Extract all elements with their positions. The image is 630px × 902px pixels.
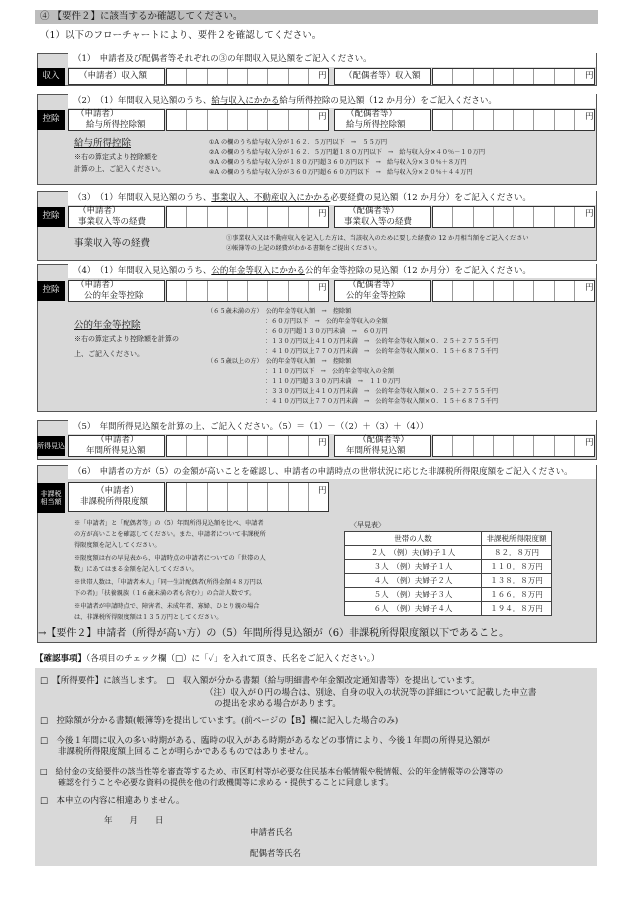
applicant-pension-deduction-field[interactable] <box>166 280 329 302</box>
confirm-item-future-income-2: 非課税所得限度額上回ることが明らかであるものではありません。 <box>58 747 314 757</box>
table-cell: １１０．８万円 <box>482 560 552 574</box>
non-taxable-note: は、非課税所得限度額は１３５万円としてください。 <box>74 614 223 621</box>
yen-label: 円 <box>318 209 327 219</box>
pension-rule: ：６０万円以下 → 公的年金等収入の全額 <box>265 318 388 325</box>
confirm-item-truth[interactable]: □ 本申立の内容に相違ありません。 <box>40 796 185 806</box>
section-4-heading: （4） （1）年間収入見込額のうち、公的年金等収入にかかる公的年金等控除の見込額（12 か月分）をご記入ください。 <box>73 266 531 276</box>
salary-deduction-note-title: 給与所得控除 <box>74 138 132 149</box>
spouse-pension-deduction-field[interactable] <box>432 280 595 302</box>
non-taxable-quick-table <box>344 531 552 616</box>
table-row <box>345 574 552 588</box>
applicant-business-expense-field[interactable] <box>166 206 329 228</box>
section-5-heading: （5） 年間所得見込額を計算の上、ご記入ください。（5）＝（1）－（（2）＋（3）＋（4）） <box>73 422 429 432</box>
salary-rule-1: ①A の欄のうち給与収入分が１６２．５万円以下 → ５５万円 <box>209 139 388 146</box>
pension-rule: ：１３０万円以上４１０万円未満 → 公的年金等収入額×０．２５＋２７５５千円 <box>265 338 499 345</box>
date-field[interactable]: 年 月 日 <box>104 816 164 826</box>
spouse-business-expense-label: 事業収入等の経費 <box>344 217 413 227</box>
confirm-item-note: （注）収入が０円の場合は、別途、自身の収入の状況等の詳細について記載した申立書 <box>205 688 537 698</box>
spouse-label: （配偶者等） <box>348 280 400 290</box>
spouse-pension-deduction-label: 公的年金等控除 <box>346 291 406 301</box>
non-taxable-note: 数」にあてはまる金額を記入してください。 <box>74 566 198 573</box>
yen-label: 円 <box>318 283 327 293</box>
non-taxable-tag-line-1: 非課税 <box>40 489 62 498</box>
non-taxable-limit-label: 非課税所得限度額 <box>80 497 149 507</box>
pension-rule: ：４１０万円以上７７０万円未満 → 公的年金等収入額×０．１５＋６８７５千円 <box>265 398 499 405</box>
applicant-income-label: （申請者）収入額 <box>79 71 148 81</box>
table-cell: ４人 （例）夫婦子２人 <box>345 574 482 588</box>
table-row <box>345 602 552 616</box>
spouse-salary-deduction-field[interactable] <box>432 109 595 131</box>
page-subtitle: （1）以下のフローチャートにより、要件２を確認してください。 <box>40 30 322 41</box>
requirement-2-conclusion: →【要件２】申請者（所得が高い方）の（5）年間所得見込額が（6）非課税所得限度額以下であること。 <box>38 628 510 639</box>
applicant-income-field[interactable] <box>166 68 329 85</box>
pension-rule: （６５歳以上の方） 公的年金等収入額 → 控除額 <box>207 358 352 365</box>
section-2-heading: （2） （1）年間収入見込額のうち、給与収入にかかる給与所得控除の見込額（12 か月分）をご記入ください。 <box>73 96 497 106</box>
business-expense-rule-2: ②帳簿等の上記の経費がわかる書類をご提出ください。 <box>226 245 381 252</box>
spouse-name-field[interactable]: 配偶者等氏名 <box>250 849 302 859</box>
section-1-heading: （1） 申請者及び配偶者等それぞれの③の年間収入見込額をご記入ください。 <box>73 54 372 64</box>
salary-deduction-note-1: ※右の算定式より控除額を <box>74 153 158 161</box>
table-cell: ８２．８万円 <box>482 546 552 560</box>
table-cell: ６人 （例）夫婦子４人 <box>345 602 482 616</box>
spouse-income-label: （配偶者等）収入額 <box>344 71 421 81</box>
confirm-heading-bold: 【確認事項】 <box>35 654 87 664</box>
deduction-tag: 控除 <box>37 207 65 227</box>
table-header-row <box>345 532 552 546</box>
pension-rule: ：４１０万円以上７７０万円未満 → 公的年金等収入額×０．１５＋６８７５千円 <box>265 348 499 355</box>
table-header-household: 世帯の人数 <box>345 532 482 546</box>
table-cell: １６６．８万円 <box>482 588 552 602</box>
table-cell: １３８．８万円 <box>482 574 552 588</box>
yen-label: 円 <box>585 283 594 293</box>
deduction-tag: 控除 <box>37 110 65 130</box>
spouse-income-field[interactable] <box>432 68 595 85</box>
salary-rule-2: ②A の欄のうち給与収入分が１６２．５万円超１８０万円以下 → 給与収入分×４０％－１０万円 <box>209 149 486 156</box>
business-expense-rule-1: ①事業収入又は不動産収入を記入した方は、当該収入のために要した経費の 12 か月相当額をご記入ください <box>226 235 529 242</box>
pension-deduction-note-1: ※右の算定式より控除額を計算の <box>74 335 179 343</box>
table-cell: ５人 （例）夫婦子３人 <box>345 588 482 602</box>
table-row <box>345 560 552 574</box>
yen-label: 円 <box>585 112 594 122</box>
applicant-name-field[interactable]: 申請者氏名 <box>250 828 293 838</box>
quick-table-caption: 〈早見表〉 <box>350 521 385 529</box>
yen-label: 円 <box>585 209 594 219</box>
annual-income-label: 年間所得見込額 <box>86 446 146 456</box>
salary-rule-3: ③A の欄のうち給与収入分が１８０万円超３６０万円以下 → 給与収入分×３０％＋８万円 <box>209 159 467 166</box>
yen-label: 円 <box>585 71 594 81</box>
confirm-item-future-income[interactable]: □ 今後１年間に収入の多い時期がある、臨時の収入がある時期があるなどの事情により、今後１年間の所得見込額が <box>40 736 491 746</box>
table-row <box>345 588 552 602</box>
confirm-item-income[interactable]: □ 【所得要件】に該当します。 □ 収入額が分かる書類（給与明細書や年金額改定通知書等）を提出しています。 <box>40 676 480 686</box>
spouse-annual-income-label: 年間所得見込額 <box>346 446 406 456</box>
confirm-item-note: の提出を求める場合があります。 <box>214 699 341 709</box>
deduction-tag: 控除 <box>37 281 65 301</box>
table-cell: ３人 （例）夫婦子１人 <box>345 560 482 574</box>
yen-label: 円 <box>318 112 327 122</box>
page-title: ④ 【要件２】に該当するか確認してください。 <box>40 11 243 22</box>
pension-deduction-note-title: 公的年金等控除 <box>74 320 141 331</box>
business-expense-note-title: 事業収入等の経費 <box>74 238 151 249</box>
applicant-salary-deduction-field[interactable] <box>166 109 329 131</box>
applicant-label: （申請者） <box>96 435 139 445</box>
non-taxable-note: 得限度額を記入してください。 <box>74 542 161 549</box>
non-taxable-tag-line-2: 相当額 <box>40 498 62 506</box>
yen-label: 円 <box>318 71 327 81</box>
pension-rule: （６５歳未満の方） 公的年金等収入額 → 控除額 <box>207 308 352 315</box>
pension-rule: ：１１０万円以下 → 公的年金等収入の全額 <box>265 368 394 375</box>
salary-rule-4: ④A の欄のうち給与収入分が３６０万円超６６０万円以下 → 給与収入分×２０％＋４４万円 <box>209 169 473 176</box>
table-row <box>345 546 552 560</box>
table-cell: ２人 （例）夫(婦)子１人 <box>345 546 482 560</box>
pension-rule: ：１１０万円超３３０万円未満 → １１０万円 <box>265 378 401 385</box>
non-taxable-note: ※「申請者」と「配偶者等」の（5）年間所得見込額を比べ、申請者 <box>74 520 264 527</box>
applicant-label: （申請者） <box>96 486 139 496</box>
pension-rule: ：６０万円超１３０万円未満 → ６０万円 <box>265 328 388 335</box>
salary-deduction-note-2: 計算の上、ご記入ください。 <box>74 165 165 173</box>
table-cell: １９４．８万円 <box>482 602 552 616</box>
business-expense-label: 事業収入等の経費 <box>78 217 147 227</box>
non-taxable-note: ※申請者が申請時点で、障害者、未成年者、寡婦、ひとり親の場合 <box>74 603 260 610</box>
spouse-label: （配偶者等） <box>348 206 400 216</box>
salary-deduction-label: 給与所得控除額 <box>86 120 146 130</box>
section-6-heading: （6） 申請者の方が（5）の金額が高いことを確認し、申請者の申請時点の世帯状況に応じた非課税所得限度額をご記入ください。 <box>73 467 573 477</box>
non-taxable-note: ※世帯人数は、「申請者本人」「同一生計配偶者(所得金額４８万円以 <box>74 579 263 586</box>
non-taxable-note: ※限度額は右の早見表から、申請時点の申請者についての「世帯の人 <box>74 555 266 562</box>
confirm-item-deduction[interactable]: □ 控除額が分かる書類(帳簿等)を提出しています。(前ページの【B】欄に記入した場合のみ) <box>40 716 399 726</box>
spouse-salary-deduction-label: 給与所得控除額 <box>346 120 406 130</box>
spouse-label: （配偶者等） <box>346 109 398 119</box>
non-taxable-tag <box>37 483 65 513</box>
spouse-label: （配偶者等） <box>358 435 410 445</box>
non-taxable-limit-field[interactable] <box>166 482 329 512</box>
yen-label: 円 <box>318 438 327 448</box>
confirm-heading-rest: （各項目のチェック欄（□）に「✓」を入れて頂き、氏名をご記入ください。） <box>86 654 380 664</box>
pension-deduction-note-2: 上、ご記入ください。 <box>74 350 144 358</box>
section-3-heading: （3） （1）年間収入見込額のうち、事業収入、不動産収入にかかる必要経費の見込額（12 か月分）をご記入ください。 <box>73 193 531 203</box>
non-taxable-note: の方が高いことを確認してください。また、申請者について非課税所 <box>74 531 266 538</box>
yen-label: 円 <box>585 438 594 448</box>
spouse-annual-income-field[interactable] <box>432 435 595 457</box>
confirm-heading <box>35 655 379 665</box>
pension-rule: ：３３０万円以上４１０万円未満 → 公的年金等収入額×０．２５＋２７５５千円 <box>265 388 499 395</box>
applicant-annual-income-field[interactable] <box>166 435 329 457</box>
applicant-label: （申請者） <box>76 280 119 290</box>
table-header-limit: 非課税所得限度額 <box>482 532 552 546</box>
estimated-income-tag: 所得見込 <box>37 436 65 456</box>
applicant-label: （申請者） <box>76 109 119 119</box>
pension-deduction-label: 公的年金等控除 <box>84 291 144 301</box>
confirm-item-consent[interactable]: □ 給付金の支給要件の該当性等を審査等するため、市区町村等が必要な住民基本台帳情報や税情報、公的年金情報等の公簿等の <box>40 767 504 776</box>
spouse-business-expense-field[interactable] <box>432 206 595 228</box>
applicant-label: （申請者） <box>78 206 121 216</box>
yen-label: 円 <box>318 486 327 496</box>
confirm-item-consent-2: 確認を行うことや必要な資料の提供を他の行政機関等に求める・提供することに同意します。 <box>58 778 394 787</box>
non-taxable-note: 下の者)」「扶養親族（１６歳未満の者も含む）」の合計人数です。 <box>74 590 256 597</box>
income-tag: 収入 <box>37 68 65 86</box>
